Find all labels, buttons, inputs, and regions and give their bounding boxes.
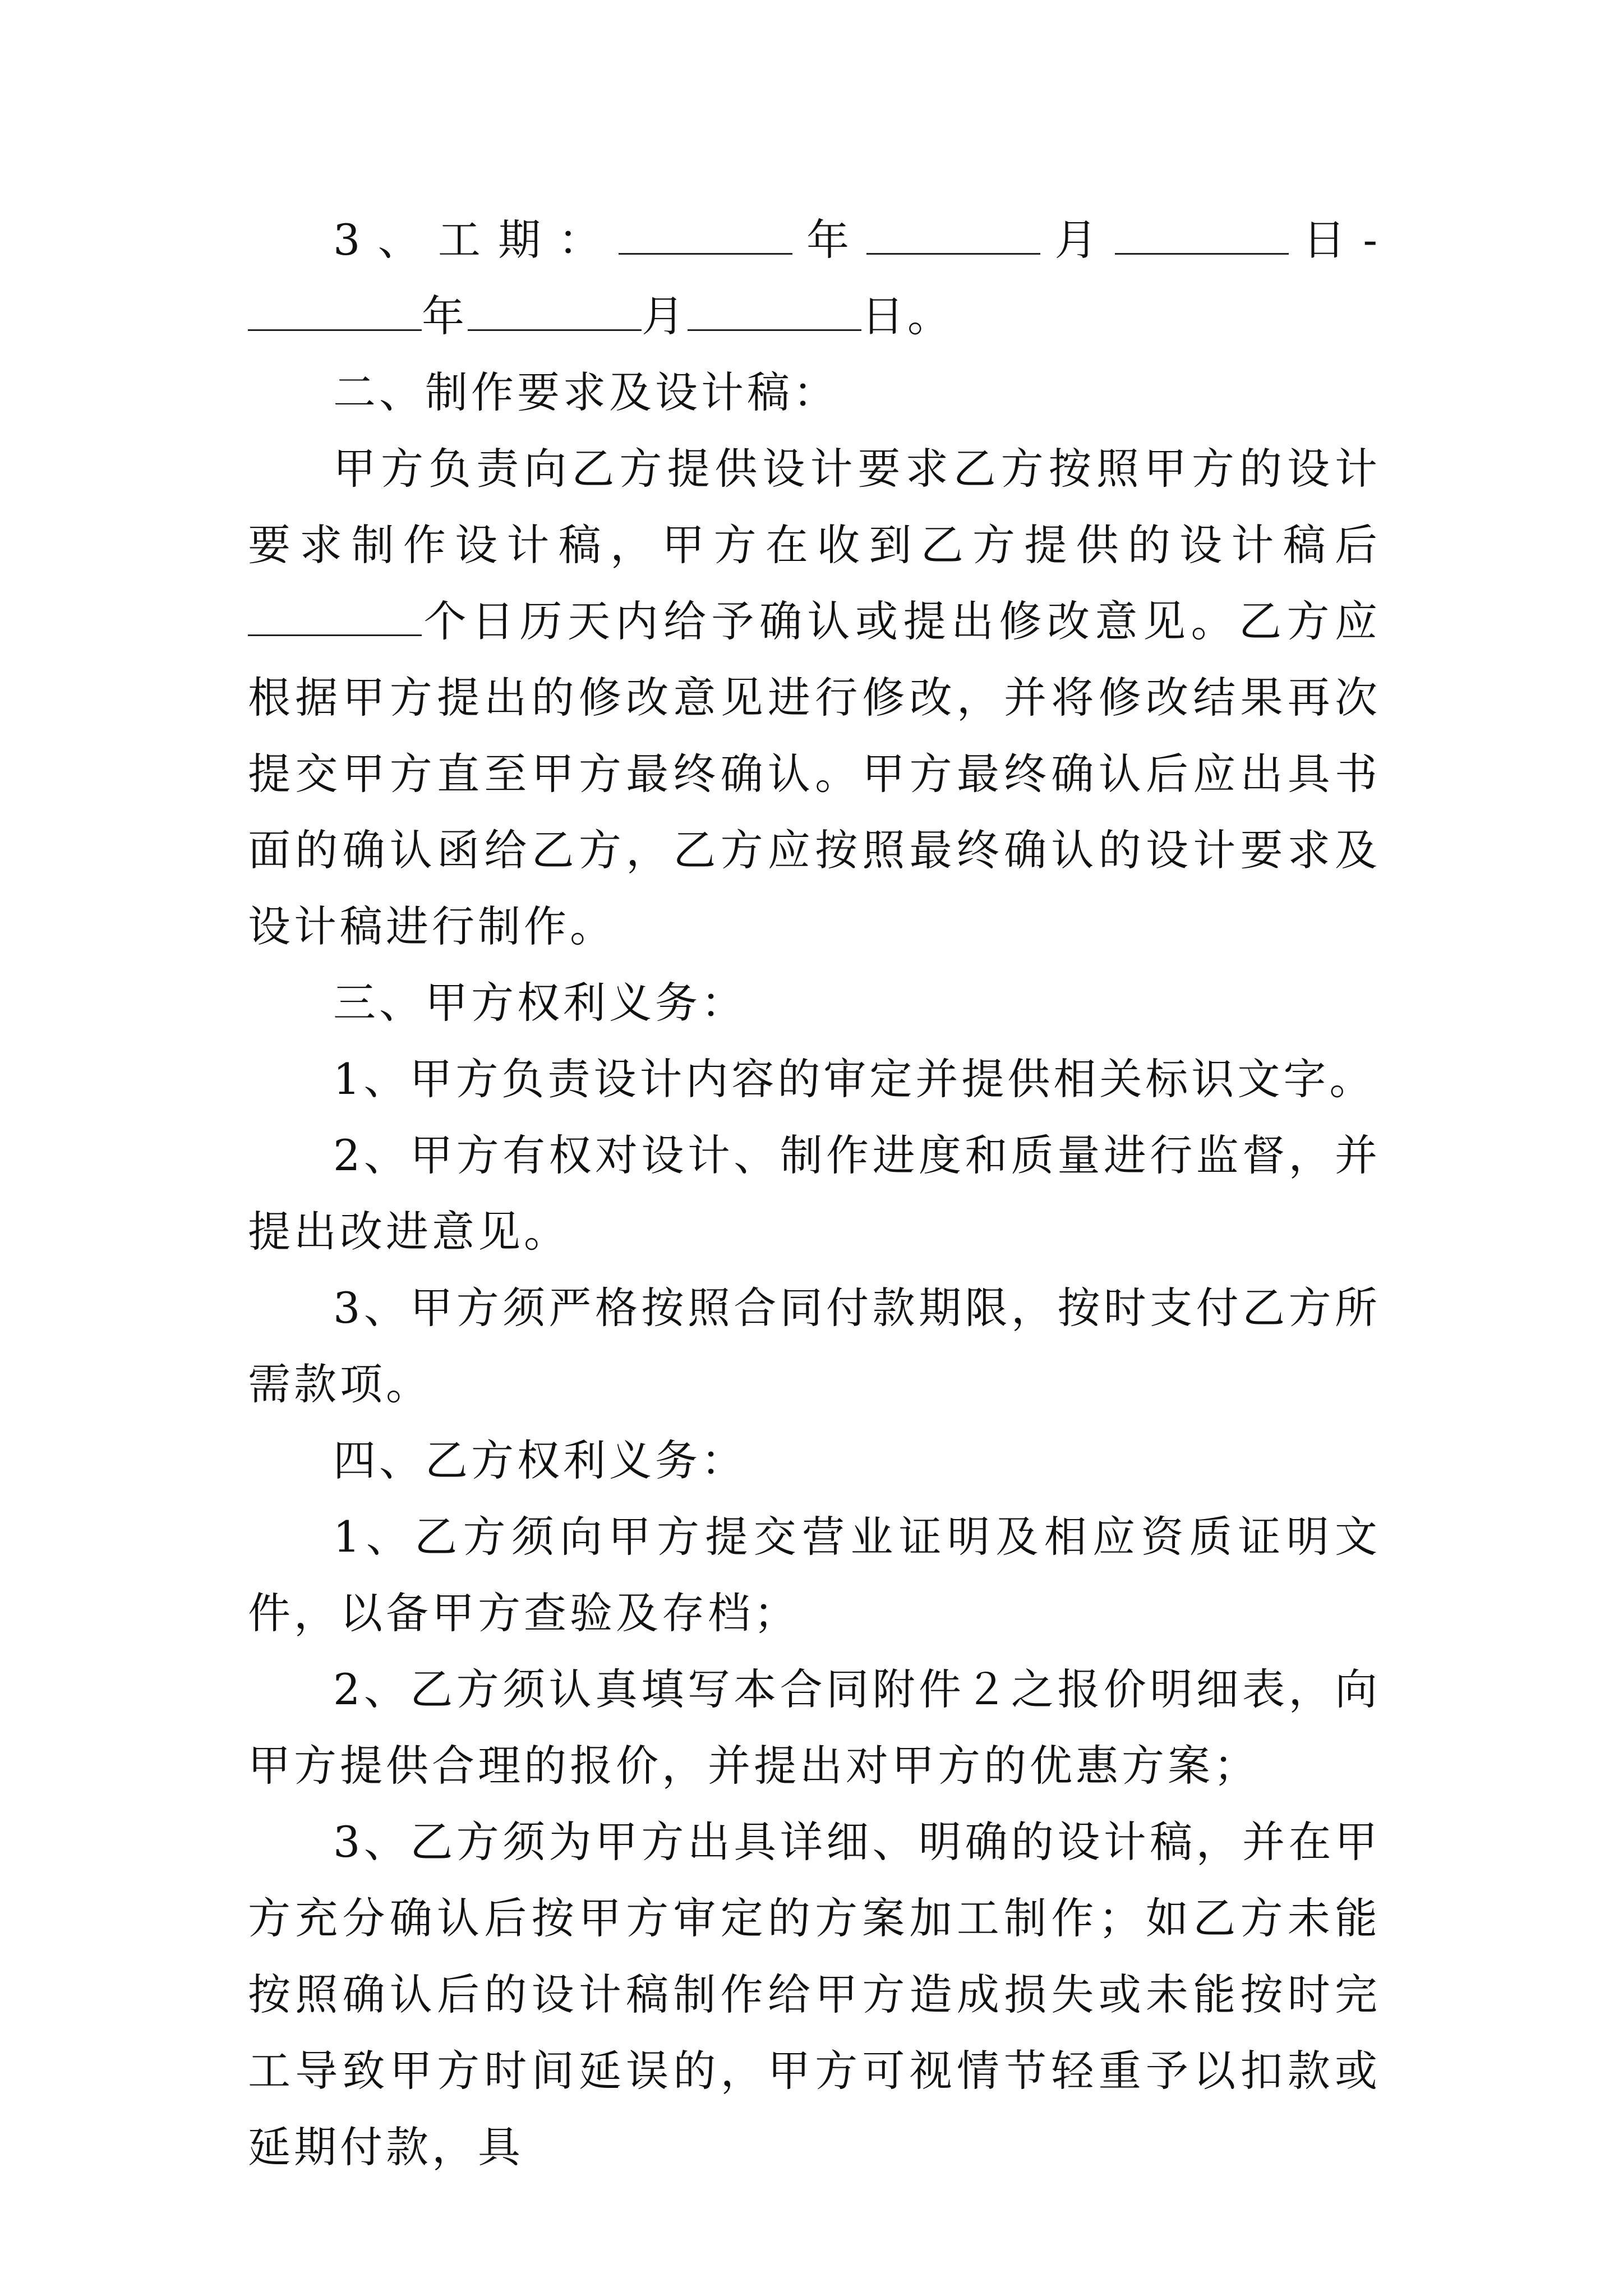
clause-item: 1、甲方负责设计内容的审定并提供相关标识文字。 (333, 1054, 1376, 1104)
blank-end-year (248, 296, 422, 331)
blank-start-day (1115, 219, 1289, 255)
clause-item: 2、甲方有权对设计、制作进度和质量进行监督，并提出改进意见。 (248, 1130, 1381, 1257)
clause-item: 3、乙方须为甲方出具详细、明确的设计稿，并在甲方充分确认后按甲方审定的方案加工制作；如乙方未能按照确认后的设计稿制作给甲方造成损失或未能按时完工导致甲方时间延误的，甲方可视情节轻重予以扣款或延期付款，具 (248, 1817, 1381, 2172)
section-heading: 二、制作要求及设计稿： (333, 367, 839, 417)
blank-end-day (688, 296, 861, 331)
clause-item: 2、乙方须认真填写本合同附件２之报价明细表，向甲方提供合理的报价，并提出对甲方的优惠方案； (248, 1664, 1381, 1791)
design-text-part-a: 甲方负责向乙方提供设计要求乙方按照甲方的设计要求制作设计稿，甲方在收到乙方提供的设计稿后 (248, 444, 1381, 570)
month-char: 月 (642, 291, 688, 341)
clause-item: 1、乙方须向甲方提交营业证明及相应资质证明文件，以备甲方查验及存档； (248, 1512, 1381, 1638)
document-body (248, 202, 1381, 2185)
month-char: 月 (1040, 215, 1115, 265)
year-char: 年 (422, 291, 468, 341)
design-text-part-b: 个日历天内给予确认或提出修改意见。乙方应根据甲方提出的修改意见进行修改，并将修改结果再次提交甲方直至甲方最终确认。甲方最终确认后应出具书面的确认函给乙方，乙方应按照最终确认的设计要求及设计稿进行制作。 (248, 596, 1381, 951)
day-end-char: 日。 (861, 291, 953, 341)
clause-item: 3、甲方须严格按照合同付款期限，按时支付乙方所需款项。 (248, 1283, 1381, 1409)
blank-end-month (468, 296, 642, 331)
blank-days (248, 601, 422, 636)
blank-start-year (619, 219, 792, 255)
schedule-label: 3、工期： (333, 215, 619, 265)
day-dash-char: 日- (1288, 215, 1381, 265)
section-heading: 三、甲方权利义务： (333, 978, 747, 1028)
section-heading: 四、乙方权利义务： (333, 1435, 747, 1485)
blank-start-month (866, 219, 1040, 255)
schedule-clause (248, 202, 1381, 355)
design-requirements-paragraph (248, 431, 1381, 965)
year-char: 年 (792, 215, 867, 265)
